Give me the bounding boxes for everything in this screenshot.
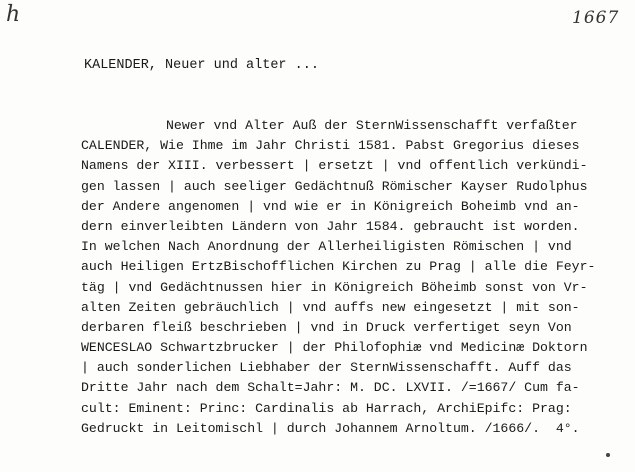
body-line: derbaren fleiß beschrieben | vnd in Druck verfertiget seyn Von: [81, 319, 572, 335]
ink-dot: [606, 453, 610, 457]
card-heading: KALENDER, Neuer und alter ...: [84, 58, 319, 73]
body-line: In welchen Nach Anordnung der Allerheiligisten Römischen | vnd: [81, 239, 572, 255]
body-line: alten Zeiten gebräuchlich | vnd auffs new eingesetzt | mit son-: [81, 299, 580, 315]
handwritten-card-number: 1667: [572, 8, 620, 28]
body-line: Namens der XIII. verbessert | ersetzt | vnd offentlich verkündi-: [81, 158, 588, 174]
body-line: gen lassen | auch seeliger Gedächtnuß Römischer Kayser Rudolphus: [81, 178, 588, 194]
card-body-text: [81, 116, 626, 439]
body-line: dern einverleibten Ländern von Jahr 1584. gebraucht ist worden.: [81, 218, 580, 234]
body-line: täg | vnd Gedächtnussen hier in Königreich Böheimb sonst von Vr-: [81, 279, 588, 295]
body-line: Dritte Jahr nach dem Schalt=Jahr: M. DC. LXVII. /=1667/ Cum fa-: [81, 380, 580, 396]
body-line: Gedruckt in Leitomischl | durch Johannem Arnoltum. /1666/. 4°.: [81, 420, 580, 436]
body-line: | auch sonderlichen Liebhaber der SternWissenschafft. Auff das: [81, 360, 572, 376]
body-line: der Andere angenomen | vnd wie er in Königreich Boheimb vnd an-: [81, 198, 580, 214]
body-line: Newer vnd Alter Auß der SternWissenschafft verfaßter: [166, 118, 578, 133]
body-line: auch Heiligen ErtzBischofflichen Kirchen zu Prag | alle die Feyr-: [81, 259, 596, 275]
handwritten-corner-mark: h: [6, 2, 21, 27]
body-line: cult: Eminent: Princ: Cardinalis ab Harrach, ArchiEpifc: Prag:: [81, 400, 572, 416]
body-line: CALENDER, Wie Ihme im Jahr Christi 1581. Pabst Gregorius dieses: [81, 138, 580, 154]
body-line: WENCESLAO Schwartzbrucker | der Philofophiæ vnd Medicinæ Doktorn: [81, 340, 588, 356]
